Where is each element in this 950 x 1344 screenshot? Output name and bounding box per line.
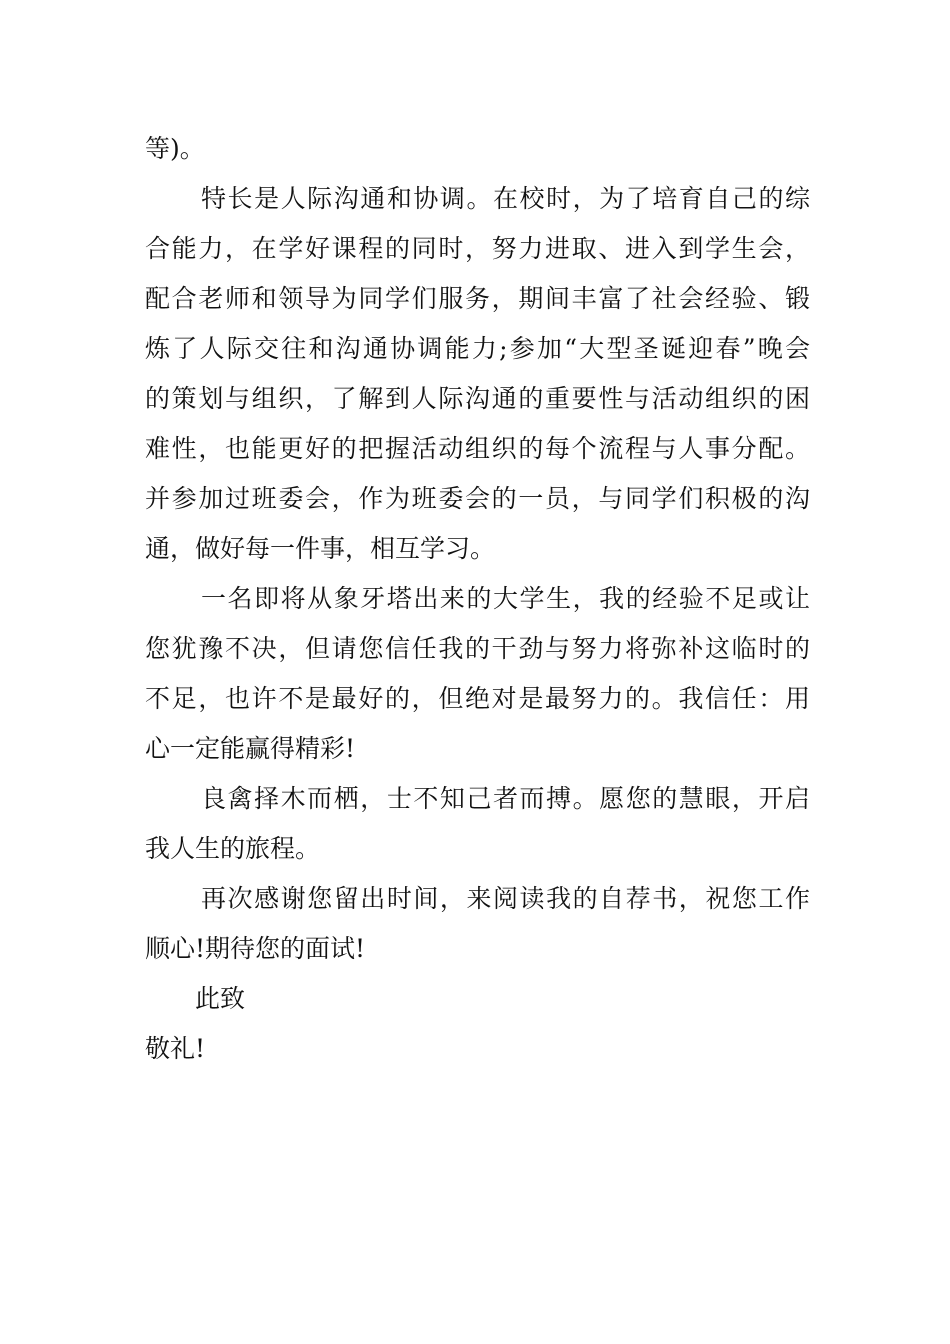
text-line: 心一定能赢得精彩! (145, 734, 356, 763)
text-line: 难性，也能更好的把握活动组织的每个流程与人事分配。 (145, 434, 810, 463)
text-line: 我人生的旅程。 (145, 834, 321, 863)
text-line: 配合老师和领导为同学们服务，期间丰富了社会经验、锻 (145, 284, 810, 313)
paragraph-proverb (145, 774, 810, 874)
text-line: 顺心!期待您的面试! (145, 934, 366, 963)
paragraph-thanks (145, 874, 810, 974)
closing-text: 此致 (195, 984, 246, 1013)
text-line: 炼了人际交往和沟通协调能力;参加“大型圣诞迎春”晚会 (145, 334, 810, 363)
paragraph-graduate (145, 574, 810, 774)
paragraph-skills (145, 174, 810, 574)
text-line: 不足，也许不是最好的，但绝对是最努力的。我信任：用 (145, 684, 810, 713)
text-line: 的策划与组织，了解到人际沟通的重要性与活动组织的困 (145, 384, 810, 413)
closing-block (145, 974, 810, 1074)
text-line: 您犹豫不决，但请您信任我的干劲与努力将弥补这临时的 (145, 634, 810, 663)
text-line: 等)。 (145, 134, 205, 163)
text-line: 并参加过班委会，作为班委会的一员，与同学们积极的沟 (145, 484, 810, 513)
paragraph-continued (145, 124, 810, 174)
text-line: 再次感谢您留出时间，来阅读我的自荐书，祝您工作 (201, 884, 810, 913)
text-line: 一名即将从象牙塔出来的大学生，我的经验不足或让 (201, 584, 810, 613)
text-line: 良禽择木而栖，士不知己者而搏。愿您的慧眼，开启 (201, 784, 810, 813)
salutation-text: 敬礼! (145, 1034, 206, 1063)
text-line: 合能力，在学好课程的同时，努力进取、进入到学生会， (145, 234, 810, 263)
text-line: 通，做好每一件事，相互学习。 (145, 534, 496, 563)
text-line: 特长是人际沟通和协调。在校时，为了培育自己的综 (201, 184, 810, 213)
